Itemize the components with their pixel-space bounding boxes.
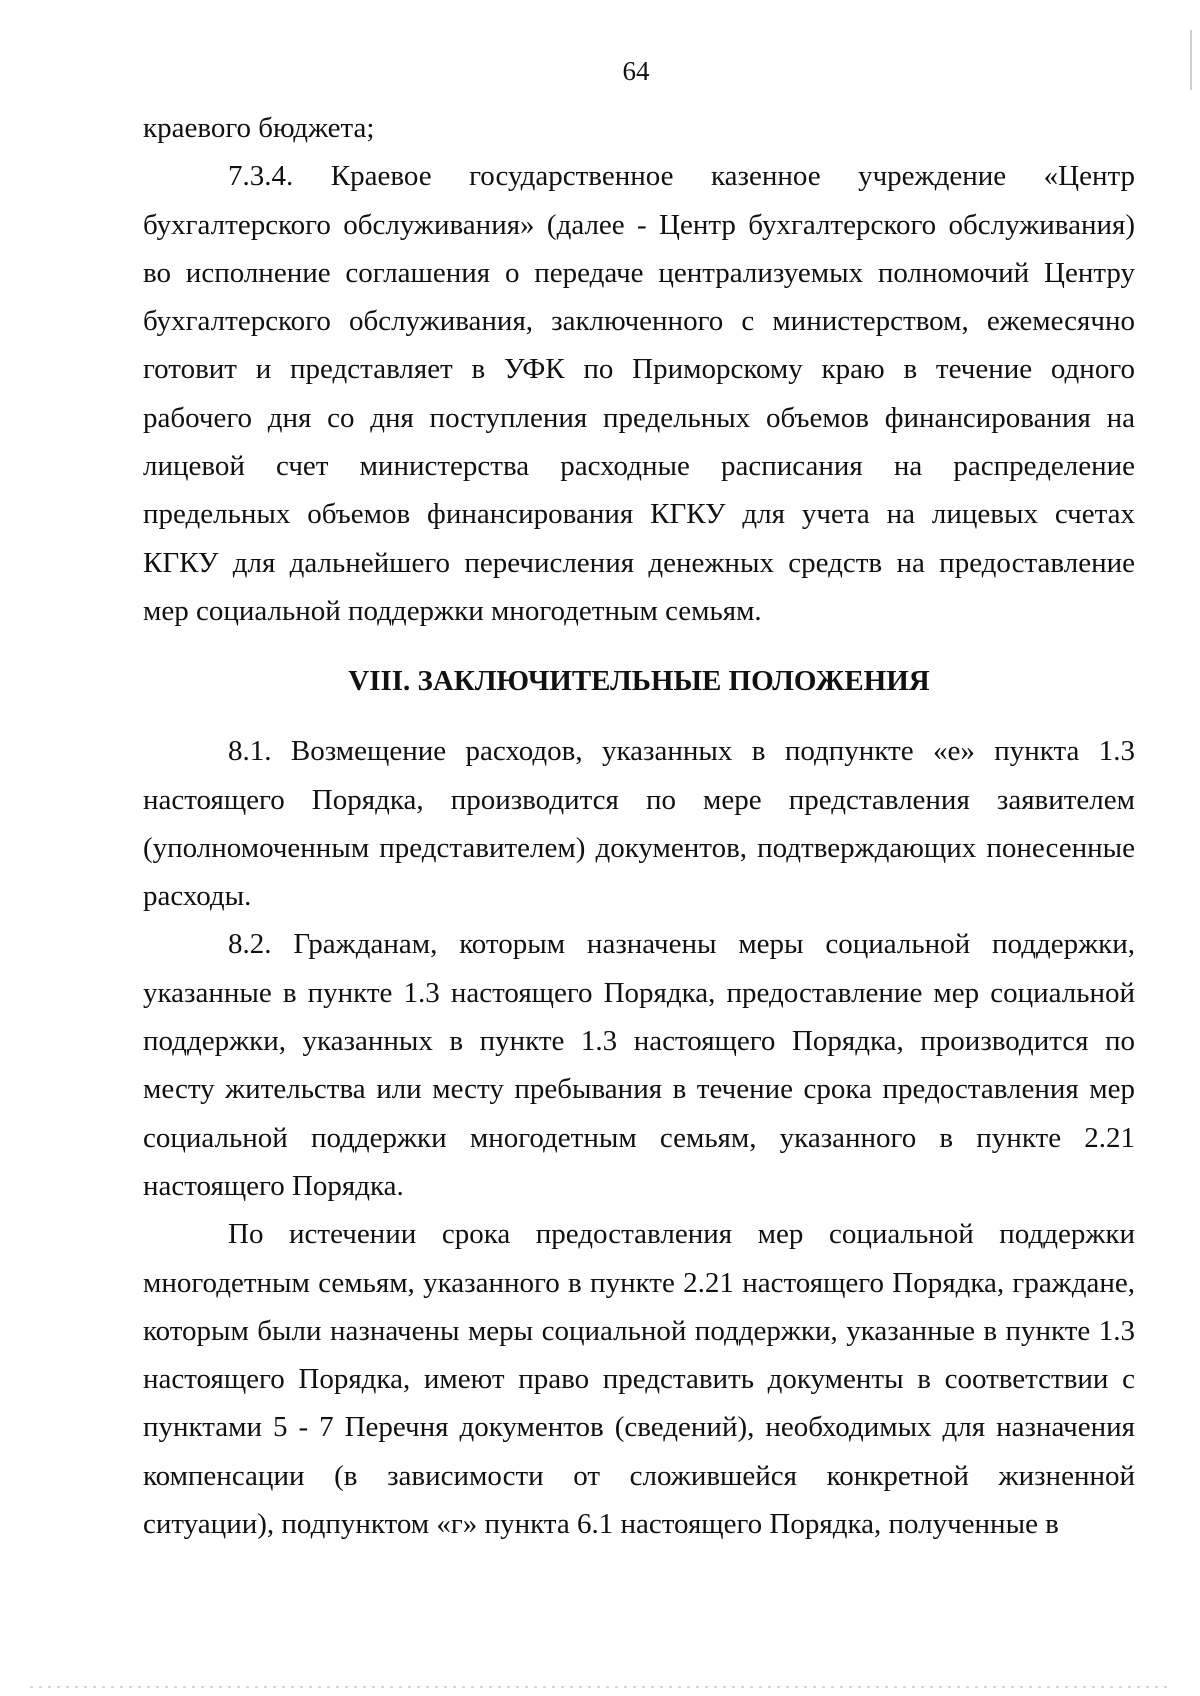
paragraph-8-2: 8.2. Гражданам, которым назначены меры социальной поддержки, указанные в пункте 1.3 настоящего Порядка, предоставление мер социальной поддержки, указанных в пункте 1.3 настоящего Порядка, производится по месту жительства или месту пребывания в течение срока предоставления мер социальной поддержки многодетным семьям, указанного в пункте 2.21 настоящего Порядка. <box>143 928 1135 1202</box>
scan-bottom-noise <box>30 1686 1170 1688</box>
scan-edge-mark <box>1190 30 1192 90</box>
paragraph-continuation: краевого бюджета; <box>143 112 375 144</box>
paragraph-7-3-4: 7.3.4. Краевое государственное казенное учреждение «Центр бухгалтерского обслуживания» (далее - Центр бухгалтерского обслуживания) во исполнение соглашения о передаче централизуемых полномочий Центру бухгалтерского обслуживания, заключенного с министерством, ежемесячно готовит и представляет в УФК по Приморскому краю в течение одного рабочего дня со дня поступления предельных объемов финансирования на лицевой счет министерства расходные расписания на распределение предельных объемов финансирования КГКУ для учета на лицевых счетах КГКУ для дальнейшего перечисления денежных средств на предоставление мер социальной поддержки многодетным семьям. <box>143 160 1135 627</box>
paragraph-8-1: 8.1. Возмещение расходов, указанных в подпункте «е» пункта 1.3 настоящего Порядка, производится по мере представления заявителем (уполномоченным представителем) документов, подтверждающих понесенные расходы. <box>143 735 1135 913</box>
paragraph-expiry: По истечении срока предоставления мер социальной поддержки многодетным семьям, указанного в пункте 2.21 настоящего Порядка, граждане, которым были назначены меры социальной поддержки, указанные в пункте 1.3 настоящего Порядка, имеют право представить документы в соответствии с пунктами 5 - 7 Перечня документов (сведений), необходимых для назначения компенсации (в зависимости от сложившейся конкретной жизненной ситуации), подпунктом «г» пункта 6.1 настоящего Порядка, полученные в <box>143 1218 1135 1541</box>
document-body <box>143 104 1135 1548</box>
section-heading: VIII. ЗАКЛЮЧИТЕЛЬНЫЕ ПОЛОЖЕНИЯ <box>348 665 930 698</box>
page-number: 64 <box>622 56 650 86</box>
